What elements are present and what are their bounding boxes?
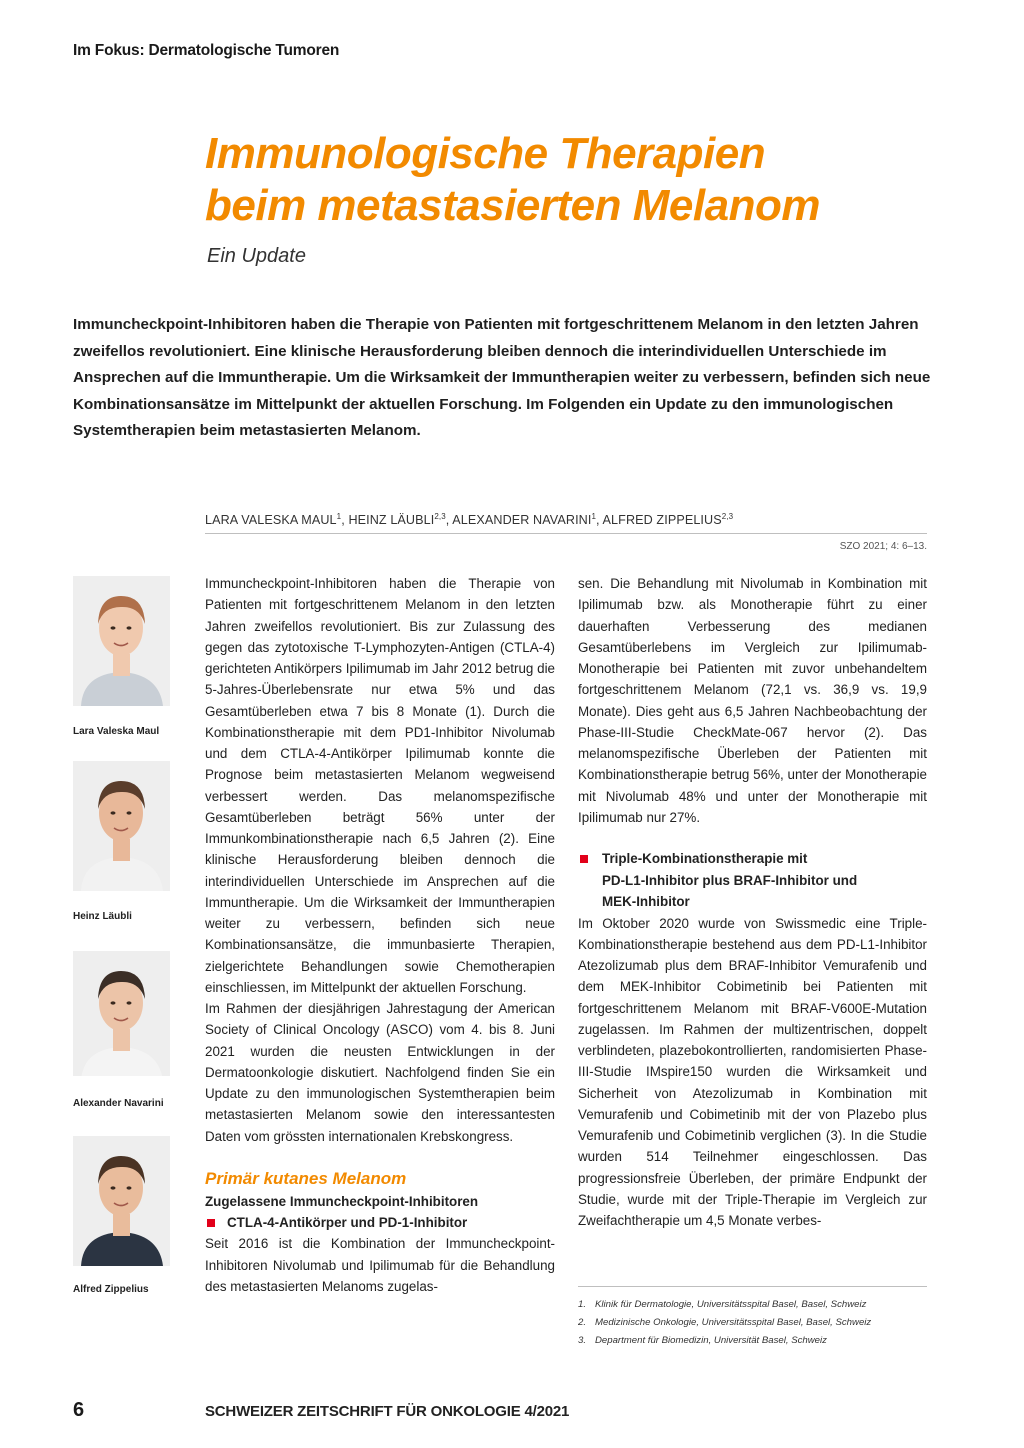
paragraph-asco: Im Rahmen der diesjährigen Jahrestagung der American Society of Clinical Oncology (ASCO) vom 4. bis 8. Juni 2021 wurden die neusten Entwicklungen in der Dermatoonkologie diskutiert. Nachfolgend finden Sie ein Update zu den immunologischen Systemtherapien beim metastasierten Melanom sowie den interessantesten Daten vom grössten internationalen Krebskongress. [205,1001,555,1144]
section-header: Im Fokus: Dermatologische Tumoren [73,42,340,59]
body-column-1 [205,573,555,1297]
photo-caption-maul: Lara Valeska Maul [73,726,160,737]
author-1: LARA VALESKA MAUL$^1$, [205,512,349,528]
red-square-bullet [580,855,588,863]
footnote-divider [578,1286,927,1287]
body-column-2 [578,573,927,1231]
article-title [205,128,985,232]
article-lead: Immuncheckpoint-Inhibitoren haben die Therapie von Patienten mit fortgeschrittenem Melanom in den letzten Jahren zweifellos revolutioniert. Eine klinische Herausforderung bleiben dennoch die interindividuellen Unterschiede im Ansprechen auf die Immuntherapie. Um die Wirksamkeit der Immuntherapien weiter zu verbessern, befinden sich neue Kombinationsansätze im Mittelpunkt der aktuellen Forschung. Im Folgenden ein Update zu den immunologischen Systemtherapien beim metastasierten Melanom. [73,316,931,439]
journal-footer: SCHWEIZER ZEITSCHRIFT FÜR ONKOLOGIE 4/2021 [205,1403,570,1420]
author-2: HEINZ LÄUBLI$^{2,3}$, [348,512,453,528]
footnote-3: 3. Department für Biomedizin, Universität Basel, Schweiz [578,1335,827,1346]
paragraph-since-2016: Seit 2016 ist die Kombination der Immuncheckpoint-Inhibitoren Nivolumab und Ipilimumab für die Behandlung des metastasierten Melanoms zugelas- [205,1236,555,1294]
red-square-bullet [207,1219,215,1227]
heading-primary-melanoma: Primär kutanes Melanom [205,1168,407,1188]
heading-approved-inhibitors: Zugelassene Immuncheckpoint-Inhibitoren [205,1193,479,1209]
author-photo-maul [73,576,170,706]
author-photo-navarini [73,946,170,1076]
article-subtitle: Ein Update [207,245,306,267]
photo-caption-zippelius: Alfred Zippelius [73,1284,149,1295]
subheading-triple-therapy: Triple-Kombinationstherapie mit PD-L1-Inhibitor plus BRAF-Inhibitor und MEK-Inhibitor [578,848,927,913]
paragraph-intro: Immuncheckpoint-Inhibitoren haben die Therapie von Patienten mit fortgeschrittenem Melanom in den letzten Jahren zweifellos revolutioniert. Bis zur Zulassung des gegen das zytotoxische T-Lymphozyten-Antigen (CTLA-4) gerichteten Antikörpers Ipilimumab im Jahr 2012 betrug die 5-Jahres-Überlebensrate nur etwa 5% und das Gesamtüberleben etwa 7 bis 8 Monate (1). Durch die Kombinationstherapie mit dem PD1-Inhibitor Nivolumab und dem CTLA-4-Antikörper Ipilimumab konnte die Prognose beim metastasierten Melanom wegweisend verbessert werden. Das melanomspezifische Gesamtüberleben beträgt 56% unter der Immunkombinationstherapie nach 6,5 Jahren (2). Eine klinische Herausforderung bleiben dennoch die interindividuellen Unterschiede im Ansprechen auf die Immuntherapie. Um die Wirksamkeit der Immuntherapien weiter zu verbessern, befinden sich neue Kombinationsansätze, die immunbasierte Therapien, zielgerichtete Behandlungen sowie Chemotherapien einschliessen, im Mittelpunkt der aktuellen Forschung. [205,576,555,995]
footnotes [578,1296,927,1350]
photo-caption-laeubli: Heinz Läubli [73,911,132,922]
paragraph-imspire150: Im Oktober 2020 wurde von Swissmedic eine Triple-Kombinationstherapie bestehend aus dem PD-L1-Inhibitor Atezolizumab plus dem BRAF-Inhibitor Vemurafenib und dem MEK-Inhibitor Cobimetinib bei Patienten mit fortgeschrittenem Melanom mit BRAF-V600E-Mutation zugelassen. Im Rahmen der multizentrischen, doppelt verblindeten, plazebokontrollierten, randomisierten Phase-III-Studie IMspire150 wurden die Wirksamkeit und Sicherheit von Atezolizumab in Kombination mit Vemurafenib und Cobimetinib mit der von Plazebo plus Vemurafenib und Cobimetinib verglichen (3). In die Studie wurden 514 Teilnehmer eingeschlossen. Das progressionsfreie Überleben, der primäre Endpunkt der Studie, wurde mit der Triple-Therapie im Vergleich zur Zweifachtherapie um 4,5 Monate verbes- [578,915,927,1228]
page-number: 6 [73,1399,85,1421]
author-photo-laeubli [73,761,170,891]
footnote-2: 2. Medizinische Onkologie, Universitätsspital Basel, Basel, Schweiz [578,1317,872,1328]
article-title-line-1: Immunologische Therapien [205,129,766,178]
citation: SZO 2021; 4: 6–13. [839,541,927,552]
author-photo-zippelius [73,1136,170,1266]
paragraph-checkmate: sen. Die Behandlung mit Nivolumab in Kombination mit Ipilimumab bzw. als Monotherapie führt zu einer dauerhaften Verbesserung des medianen Gesamtüberlebens im Vergleich zur Ipilimumab-Monotherapie bei Patienten mit zuvor unbehandeltem fortgeschrittenem Melanom (72,1 vs. 36,9 vs. 19,9 Monate). Dies geht aus 6,5 Jahren Nachbeobachtung der Phase-III-Studie CheckMate-067 hervor (2). Das melanomspezifische Überleben der Patienten mit Kombinationstherapie betrug 56%, unter der Monotherapie mit Nivolumab 48% und unter der Monotherapie mit Ipilimumab nur 27%. [578,576,927,825]
author-3: ALEXANDER NAVARINI$^1$, [452,512,603,528]
subheading-ctla4-pd1: CTLA-4-Antikörper und PD-1-Inhibitor [205,1212,555,1234]
author-4: ALFRED ZIPPELIUS$^{2,3}$ [602,512,734,528]
author-line [205,512,927,534]
photo-caption-navarini: Alexander Navarini [73,1098,164,1109]
footnote-1: 1. Klinik für Dermatologie, Universitätsspital Basel, Basel, Schweiz [578,1299,867,1310]
article-title-line-2: beim metastasierten Melanom [205,181,820,230]
